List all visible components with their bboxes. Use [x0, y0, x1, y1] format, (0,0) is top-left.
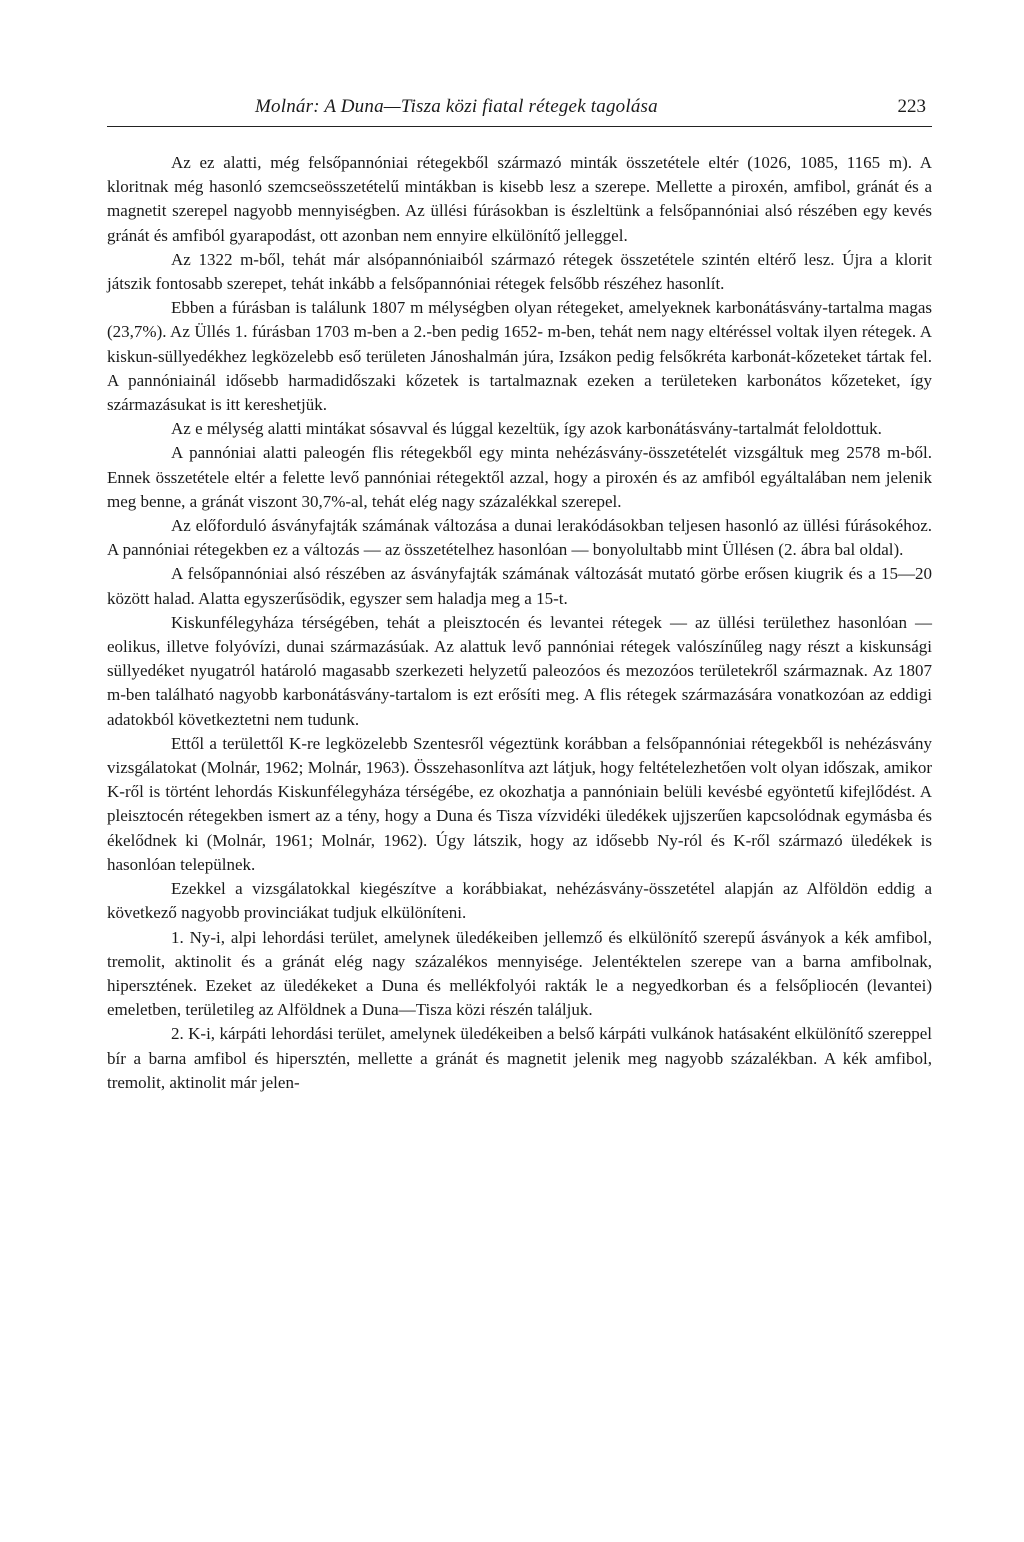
paragraph-5: A pannóniai alatti paleogén flis rétegekből egy minta nehézásvány-összetételét vizsgáltuk meg 2578 m-ből. Ennek összetétele eltér a felette levő pannóniai rétegektől azzal, hogy a piroxén és az amfiból egyáltalában nem jelenik meg benne, a gránát viszont 30,7%-al, tehát elég nagy százalékkal szerepel.: [107, 443, 932, 511]
paragraph-4: Az e mélység alatti mintákat sósavval és lúggal kezeltük, így azok karbonátásvány-tartalmát feloldottuk.: [171, 419, 882, 439]
running-title: Molnár: A Duna—Tisza közi fiatal rétegek tagolása: [255, 96, 658, 117]
paragraph-9: Ettől a területtől K-re legközelebb Szentesről végeztünk korábban a felsőpannóniai rétegekből is nehézásvány vizsgálatokat (Molnár, 1962; Molnár, 1963). Összehasonlítva azt látjuk, hogy feltételezhetően volt olyan időszak, amikor K-ről is történt lehordás Kiskunfélegyháza térségébe, ez okozhatja a pannóniain belüli kevésbé egyöntetű kifejlődést. A pleisztocén rétegekben ismert az a tény, hogy a Duna és Tisza vízvidéki üledékek ujjszerűen kapcsolódnak egymásba és ékelődnek ki (Molnár, 1961; Molnár, 1962). Úgy látszik, hogy az idősebb Ny-ról és K-ről származó üledékek is hasonlóan települnek.: [107, 733, 932, 874]
page-number: 223: [897, 96, 926, 117]
paragraph-7: A felsőpannóniai alsó részében az ásványfajták számának változását mutató görbe erősen kiugrik és a 15—20 között halad. Alatta egyszerűsödik, egyszer sem haladja meg a 15-t.: [107, 564, 932, 608]
body-text: [107, 151, 932, 1095]
paragraph-6: Az előforduló ásványfajták számának változása a dunai lerakódásokban teljesen hasonló az üllési fúrásokéhoz. A pannóniai rétegekben ez a változás — az összetételhez hasonlóan — bonyolultabb mint Üllésen (2. ábra bal oldal).: [107, 516, 932, 560]
paragraph-10: Ezekkel a vizsgálatokkal kiegészítve a korábbiakat, nehézásvány-összetétel alapján az Alföldön eddig a következő nagyobb provinciákat tudjuk elkülöníteni.: [107, 879, 932, 923]
paragraph-1: Az ez alatti, még felsőpannóniai rétegekből származó minták összetétele eltér (1026, 1085, 1165 m). A kloritnak még hasonló szemcseösszetételű mintákban is kisebb lesz a szerepe. Mellette a piroxén, amfibol, gránát és a magnetit szerepel nagyobb mennyiségben. Az üllési fúrásokban is észleltünk a felsőpannóniai alsó részében egy kevés gránát és amfiból gyarapodást, ott azonban nem ennyire elkülönítő jelleggel.: [107, 153, 932, 245]
paragraph-8: Kiskunfélegyháza térségében, tehát a pleisztocén és levantei rétegek — az üllési területhez hasonlóan — eolikus, illetve folyóvízi, dunai származásúak. Az alattuk levő pannóniai rétegek valószínűleg nagy részt a kiskunsági süllyedéket nyugatról határoló magasabb szerkezeti helyzetű paleozóos és mezozóos területekről származnak. Az 1807 m-ben található nagyobb karbonátásvány-tartalom is ezt erősíti meg. A flis rétegek származására vonatkozóan az eddigi adatokból következtetni nem tudunk.: [107, 612, 932, 729]
paragraph-11: 1. Ny-i, alpi lehordási terület, amelynek üledékeiben jellemző és elkülönítő szerepű ásványok a kék amfibol, tremolit, aktinolit és a gránát elég nagy százalékos mennyisége. Jelentéktelen szerepe van a barna amfibolnak, hipersztének. Ezeket az üledékeket a Duna és mellékfolyói rakták le a negyedkorban és a felsőpliocén (levantei) emeletben, területileg az Alföldnek a Duna—Tisza közi részén találjuk.: [107, 927, 932, 1020]
document-page: [107, 92, 932, 1095]
paragraph-2: Az 1322 m-ből, tehát már alsópannóniaiból származó rétegek összetétele szintén eltérő lesz. Újra a klorit játszik fontosabb szerepet, tehát inkább a felsőpannóniai rétegek felsőbb részéhez hasonlít.: [107, 249, 932, 294]
paragraph-3: Ebben a fúrásban is találunk 1807 m mélységben olyan rétegeket, amelyeknek karbonátásvány-tartalma magas (23,7%). Az Üllés 1. fúrásban 1703 m-ben a 2.-ben pedig 1652- m-ben, tehát nem nagy eltéréssel voltak ilyen rétegek. A kiskun-süllyedékhez legközelebb eső területen Jánoshalmán júra, Izsákon pedig felsőkréta karbonát-kőzeteket tártak fel. A pannóniainál idősebb harmadidőszaki kőzetek is tartalmaznak ezeken a területeken karbonátos kőzeteket, így származásukat is itt kereshetjük.: [107, 298, 932, 415]
running-head: [107, 92, 932, 127]
paragraph-12: 2. K-i, kárpáti lehordási terület, amelynek üledékeiben a belső kárpáti vulkánok hatásaként elkülönítő szereppel bír a barna amfibol és hipersztén, mellette a gránát és magnetit jelenik meg nagyobb százalékban. A kék amfibol, tremolit, aktinolit már jelen-: [107, 1024, 932, 1092]
